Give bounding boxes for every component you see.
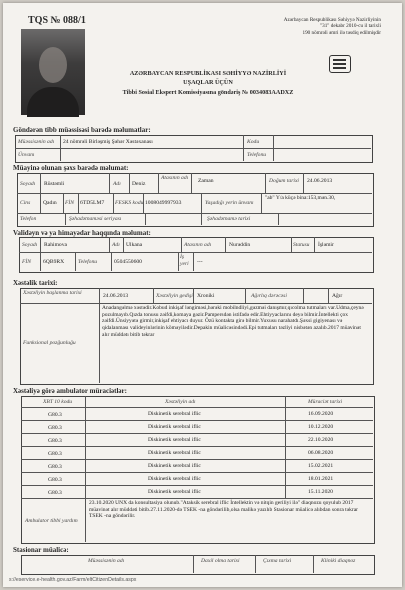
label-functional-impairment: Funksional pozğunluğu (23, 340, 76, 346)
label-surname: Soyadı (20, 181, 36, 187)
value-functional-impairment: Anadangəlmə xəstədir.Kobud inkişaf ləngiməsi,hərəki mobilndliyi,gəzməi danışmır,qıcolma tutmaları var.Udma,çeynə pozulmayıb.Qızda tonusu zəifdi,komaya gəzir.Pampersdən istifadə edir.Ehtiyyaclarını deyə bilmir.İntellekti çox zəifdi.Ünsiyyətə girmir,inkişaf ehtiyacı duyur. Özü kontakta girə bilmir.Yuxusu narahatdı.Şəxsi gigiyenası və qidalanması valideyinlərinin köməyilədir.Depakin müalicəsindədi.Epi tutmaları təzliyi nisbətən azalıb.2017 müavinət alır müddətı bitib təkrar (102, 305, 364, 338)
label-guardian-job: İş yeri (180, 254, 189, 267)
table-row-date: 15.02.2021 (308, 463, 334, 469)
label-disease-course: Xəstəliyin gedişi (156, 293, 193, 299)
table-row-code: G80.3 (48, 438, 62, 444)
label-guardian-fin: FİN (22, 259, 32, 265)
value-disease-course: Xroniki (197, 293, 215, 299)
table-row-code: G80.3 (48, 464, 62, 470)
table-row-code: G80.3 (48, 425, 62, 431)
section-patient-title: Müayinə olunan şəxs barədə məlumat: (13, 164, 129, 172)
value-guardian-surname: Rahimova (44, 242, 67, 248)
label-disease-start: Xəstəliyin başlanma tarixi (23, 290, 82, 296)
ambulatory-header-disease: Xəstəliyin adı (165, 399, 196, 405)
label-guardian-phone: Telefonu (78, 259, 98, 265)
table-row-disease: Diskinetik serebral iflic (148, 476, 201, 482)
label-ambulatory-care: Ambulator tibbi yardım (25, 518, 78, 524)
form-number: TQS № 088/1 (28, 15, 86, 26)
label-guardian-status: Statusu (293, 242, 310, 248)
referral-document (3, 3, 402, 587)
table-row-code: G80.3 (48, 477, 62, 483)
label-guardian-surname: Soyadı (22, 242, 38, 248)
label-code: Kodu (247, 139, 260, 145)
patient-photo (21, 29, 85, 115)
value-home-address: "ab" Y/a küçə bina:153,mən.30, (265, 195, 336, 201)
label-institution: Müəssisənin adı (18, 139, 55, 145)
table-row-disease: Diskinetik serebral iflic (148, 437, 201, 443)
label-birthdate: Doğum tarixi (269, 178, 299, 184)
table-row-date: 18.01.2021 (308, 476, 334, 482)
table-row-code: G80.3 (48, 451, 62, 457)
section-sender-title: Göndərən tibb müəssisəsi barədə məlumatlar: (13, 126, 151, 134)
label-home-address: Yaşadığı yerin ünvanı (205, 200, 254, 206)
value-surname: Rüstəmli (44, 181, 65, 187)
table-row-date: 06.08.2020 (308, 450, 334, 456)
table-row-date: 10.12.2020 (308, 424, 334, 430)
value-patronymic: Zaman (198, 178, 214, 184)
ministry-note-line: 190 nömrəli əmri ilə təsdiq edilmişdir (302, 29, 381, 36)
section-ambulatory-title: Xəstəliyə görə ambulator müraciətlər: (13, 387, 127, 395)
table-row-disease: Diskinetik serebral iflic (148, 424, 201, 430)
value-disease-start: 24.06.2013 (103, 293, 129, 299)
stationary-header-diagnosis: Kliniki diaqnoz (321, 558, 356, 564)
value-gender: Qadın (43, 200, 57, 206)
label-patronymic: Atasının adı (161, 175, 189, 181)
value-fesk: 1008049997933 (145, 200, 182, 206)
label-fesk: FESKS kodu (115, 200, 144, 206)
label-patient-phone: Telefon (20, 216, 37, 222)
value-name: Deniz (132, 181, 146, 187)
value-birthdate: 24.06.2013 (307, 178, 333, 184)
header-referral-number: Tibbi Sosial Ekspert Komissiyasına göndəriş № 0034083AADXZ (122, 89, 294, 96)
table-row-disease: Diskinetik serebral iflic (148, 411, 201, 417)
table-row-date: 22.10.2020 (308, 437, 334, 443)
label-certificate-series: Şəhadətnaməsi seriyası (69, 216, 122, 222)
label-fin: FİN (65, 200, 75, 206)
footer-url: s://eservice.e-health.gov.az/Farm/eltCitizenDetails.aspx (9, 577, 137, 583)
value-severity: Ağır (332, 293, 343, 299)
value-institution: 24 nömrəli Birləşmiş Şəhər Xəstəxanası (63, 139, 153, 145)
header-ministry: AZƏRBAYCAN RESPUBLİKASI SƏHİYYƏ NAZİRLİYİ (129, 70, 287, 77)
table-row-disease: Diskinetik serebral iflic (148, 489, 201, 495)
stationary-header-institution: Müəssisənin adı (88, 558, 125, 564)
section-guardian-title: Validəyn və ya himayədar haqqında məlumat: (13, 229, 151, 237)
label-guardian-patronymic: Atasının adı (184, 242, 212, 248)
label-address: Ünvanı (18, 152, 35, 158)
value-guardian-phone: 0504550600 (114, 259, 142, 265)
label-guardian-name: Adı (112, 242, 120, 248)
ambulatory-header-date: Müraciət tarixi (308, 399, 343, 405)
label-gender: Cins (20, 200, 31, 206)
ministry-note-line: "31" dekabr 2010-cu il tarixli (320, 23, 381, 30)
table-row-disease: Diskinetik serebral iflic (148, 450, 201, 456)
table-row-date: 16.09.2020 (308, 411, 334, 417)
value-guardian-name: Ulkana (126, 242, 143, 248)
ministry-approval-note (231, 17, 381, 36)
value-guardian-status: İşləmir (318, 242, 334, 248)
value-guardian-job: --- (197, 259, 203, 265)
section-disease-title: Xəstəlik tarixi: (13, 279, 58, 287)
label-certificate-date: Şəhadətnamə tarixi (207, 216, 251, 222)
ambulatory-header-code: XBT 10 kodu (43, 399, 73, 405)
label-severity: Ağırlıq dərəcəsi (251, 293, 287, 299)
label-phone: Telefonu (247, 152, 267, 158)
section-stationary-title: Stasionar müalicə: (13, 546, 69, 554)
value-fin: 6TD5LM7 (80, 200, 105, 206)
header-children: UŞAQLAR ÜÇÜN (183, 79, 233, 86)
value-ambulatory-care: 23.10.2020 UNX da konsultasiya olunub."Ataksik serebral iflic İntellektin və nitqin geriliyi ilə" diaqnozu qoyulub 2017 müavinət alır müddəti bitib.27.11.2020-də TSEK -na göndərilib,olsa malikə yazılıb Stasionar müalicə alıbdan sonra təkrar TSEK -na göndərilir. (89, 500, 358, 520)
table-row-code: G80.3 (48, 412, 62, 418)
stationary-header-admission: Daxil olma tarixi (201, 558, 240, 564)
table-row-code: G80.3 (48, 490, 62, 496)
value-guardian-patronymic: Nurəddin (229, 242, 251, 248)
table-row-date: 15.11.2020 (308, 489, 333, 495)
ministry-note-line: Azərbaycan Respublikası Səhiyyə Nazirliyinin (283, 17, 381, 23)
stationary-header-discharge: Çıxma tarixi (263, 558, 292, 564)
value-guardian-fin: 6QB9RX (43, 259, 65, 265)
table-row-disease: Diskinetik serebral iflic (148, 463, 201, 469)
label-name: Adı (113, 181, 121, 187)
